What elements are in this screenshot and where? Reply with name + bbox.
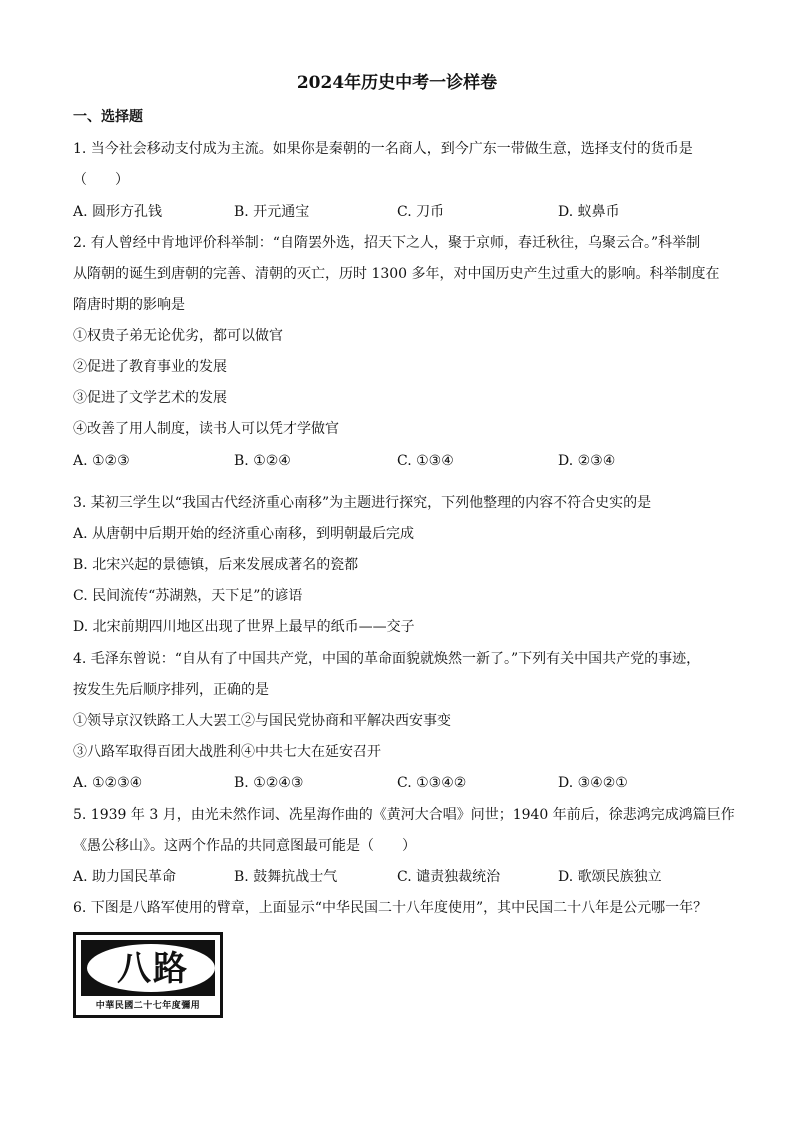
- question-5-option-c: C. 谴责独裁统治: [397, 869, 501, 885]
- question-2-item-1: ①权贵子弟无论优劣，都可以做官: [73, 328, 283, 344]
- question-4-option-d: D. ③④②①: [558, 775, 628, 791]
- question-1-option-b: B. 开元通宝: [234, 204, 310, 220]
- question-1-stem-line-2: （ ）: [73, 172, 129, 188]
- question-5-option-a: A. 助力国民革命: [73, 869, 177, 885]
- question-3-stem: 3. 某初三学生以“我国古代经济重心南移”为主题进行探究，下列他整理的内容不符合史实的是: [73, 495, 652, 511]
- armband-black-field: [81, 940, 215, 996]
- question-1-option-c: C. 刀币: [397, 204, 445, 220]
- question-4-option-a: A. ①②③④: [73, 775, 143, 791]
- question-2-item-2: ②促进了教育事业的发展: [73, 359, 227, 375]
- armband-ellipse: [87, 944, 215, 992]
- question-1-option-a: A. 圆形方孔钱: [73, 204, 163, 220]
- armband-footer-text: 中華民國二十七年度彌用: [95, 1001, 201, 1011]
- question-5-option-d: D. 歌颂民族独立: [558, 869, 662, 885]
- question-4-stem-line-1: 4. 毛泽东曾说：“自从有了中国共产党，中国的革命面貌就焕然一新了。”下列有关中国共产党的事迹，: [73, 651, 701, 667]
- question-1-stem-line-1: 1. 当今社会移动支付成为主流。如果你是秦朝的一名商人，到今广东一带做生意，选择支付的货币是: [73, 141, 693, 157]
- question-4-stem-line-2: 按发生先后顺序排列，正确的是: [73, 682, 269, 698]
- question-5-option-b: B. 鼓舞抗战士气: [234, 869, 338, 885]
- question-2-stem-line-1: 2. 有人曾经中肯地评价科举制：“自隋罢外选，招天下之人，聚于京师，春迁秋往，乌聚云合。”科举制: [73, 235, 701, 251]
- question-2-option-a: A. ①②③: [73, 453, 130, 469]
- question-4-item-1: ①领导京汉铁路工人大罢工②与国民党协商和平解决西安事变: [73, 713, 451, 729]
- question-2-option-b: B. ①②④: [234, 453, 291, 469]
- question-2-stem-line-2: 从隋朝的诞生到唐朝的完善、清朝的灭亡，历时 1300 多年，对中国历史产生过重大的影响。科举制度在: [73, 266, 720, 282]
- question-4-option-b: B. ①②④③: [234, 775, 304, 791]
- question-3-option-d: D. 北宋前期四川地区出现了世界上最早的纸币——交子: [73, 619, 415, 635]
- question-2-item-4: ④改善了用人制度，读书人可以凭才学做官: [73, 421, 339, 437]
- page-title: 2024年历史中考一诊样卷: [296, 73, 498, 93]
- question-3-option-b: B. 北宋兴起的景德镇，后来发展成著名的瓷都: [73, 557, 359, 573]
- question-3-option-c: C. 民间流传“苏湖熟，天下足”的谚语: [73, 588, 303, 604]
- question-3-option-a: A. 从唐朝中后期开始的经济重心南移，到明朝最后完成: [73, 526, 415, 542]
- question-2-option-d: D. ②③④: [558, 453, 616, 469]
- question-2-item-3: ③促进了文学艺术的发展: [73, 390, 227, 406]
- question-4-option-c: C. ①③④②: [397, 775, 467, 791]
- question-5-stem-line-1: 5. 1939 年 3 月，由光未然作词、冼星海作曲的《黄河大合唱》问世；1940 年前后，徐悲鸿完成鸿篇巨作: [73, 807, 735, 823]
- armband-image: [73, 932, 223, 1018]
- question-2-option-c: C. ①③④: [397, 453, 454, 469]
- question-1-option-d: D. 蚁鼻币: [558, 204, 620, 220]
- question-6-stem: 6. 下图是八路军使用的臂章，上面显示“中华民国二十八年度使用”，其中民国二十八年是公元哪一年？: [73, 900, 708, 916]
- question-4-item-2: ③八路军取得百团大战胜利④中共七大在延安召开: [73, 744, 381, 760]
- question-5-stem-line-2: 《愚公移山》。这两个作品的共同意图最可能是（ ）: [73, 838, 416, 854]
- section-heading: 一、选择题: [73, 109, 143, 125]
- armband-main-text: 八路: [117, 949, 189, 989]
- question-2-stem-line-3: 隋唐时期的影响是: [73, 297, 185, 313]
